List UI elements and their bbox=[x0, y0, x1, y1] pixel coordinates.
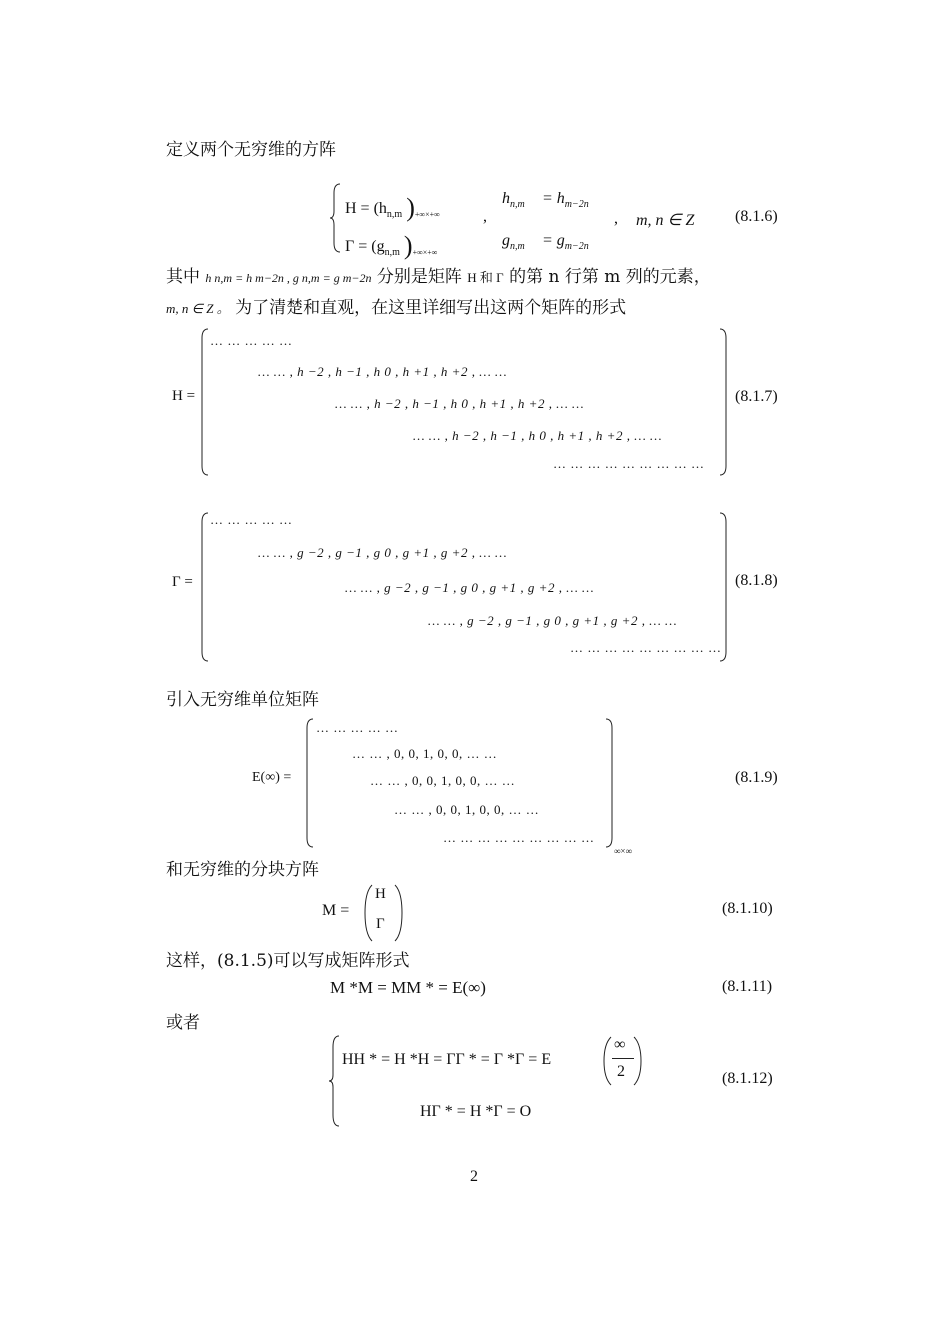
left-brace bbox=[330, 183, 342, 253]
para1-line2: m, n ∈ Z 。 为了清楚和直观，在这里详细写出这两个矩阵的形式 bbox=[166, 298, 627, 318]
matrix-Gamma-left-bracket bbox=[200, 512, 210, 662]
page-number: 2 bbox=[470, 1168, 478, 1185]
intro-text: 定义两个无穷维的方阵 bbox=[166, 140, 336, 160]
intro2-text: 引入无穷维单位矩阵 bbox=[166, 690, 319, 710]
equation-number-8-1-9: (8.1.9) bbox=[735, 769, 778, 786]
eq812-line1: HH * = H *H = ΓΓ * = Γ *Γ = E bbox=[342, 1051, 552, 1068]
matrix-M-label: M = bbox=[322, 902, 350, 919]
eq812-line2: HΓ * = H *Γ = O bbox=[420, 1103, 532, 1120]
matrix-Gamma-row-3: … … , g −2 , g −1 , g 0 , g +1 , g +2 , … … bbox=[428, 613, 678, 628]
matrix-M-top: H bbox=[375, 886, 386, 902]
eq812-left-brace bbox=[329, 1035, 341, 1127]
eq812-frac-right-paren bbox=[632, 1036, 642, 1086]
para1-line1: 其中 h n,m = h m−2n , g n,m = g m−2n 分别是矩阵 H 和 Γ 的第 n 行第 m 列的元素， bbox=[166, 267, 711, 287]
matrix-E-size: ∞×∞ bbox=[614, 846, 632, 856]
eq812-frac-den: 2 bbox=[617, 1063, 625, 1080]
matrix-E-row-1: … … , 0, 0, 1, 0, 0, … … bbox=[352, 746, 498, 761]
eq816-line2-mid: $g_{n,m}$ bbox=[502, 232, 525, 252]
eq816-line1-mid: $h_{n,m}$ bbox=[502, 190, 525, 210]
matrix-H-right-bracket bbox=[718, 328, 728, 476]
matrix-H-row-4: … … … … … … … … … bbox=[553, 456, 705, 471]
matrix-E-left-bracket bbox=[305, 718, 315, 848]
matrix-H-row-2: … … , h −2 , h −1 , h 0 , h +1 , h +2 , … … bbox=[335, 396, 585, 411]
matrix-M-right-paren bbox=[393, 884, 403, 942]
matrix-Gamma-row-4: … … … … … … … … … bbox=[570, 640, 722, 655]
matrix-M-bottom: Γ bbox=[376, 916, 385, 932]
matrix-E-row-2: … … , 0, 0, 1, 0, 0, … … bbox=[370, 773, 516, 788]
eq816-condition: m, n ∈ Z bbox=[636, 212, 695, 229]
equation-number-8-1-10: (8.1.10) bbox=[722, 900, 773, 917]
matrix-E-row-4: … … … … … … … … … bbox=[443, 830, 595, 845]
equation-number-8-1-8: (8.1.8) bbox=[735, 572, 778, 589]
intro4-text: 这样，(8.1.5)可以写成矩阵形式 bbox=[166, 951, 410, 971]
matrix-Gamma-row-0: … … … … … bbox=[210, 512, 293, 527]
matrix-Gamma-label: Γ = bbox=[172, 574, 193, 590]
matrix-H-left-bracket bbox=[200, 328, 210, 476]
eq812-frac-left-paren bbox=[603, 1036, 613, 1086]
matrix-E-row-3: … … , 0, 0, 1, 0, 0, … … bbox=[394, 802, 540, 817]
equation-8-1-11: M *M = MM * = E(∞) bbox=[330, 978, 486, 997]
matrix-Gamma-row-1: … … , g −2 , g −1 , g 0 , g +1 , g +2 , … … bbox=[258, 545, 508, 560]
matrix-H-row-0: … … … … … bbox=[210, 333, 293, 348]
eq812-frac-bar bbox=[612, 1058, 634, 1059]
matrix-H-label: H = bbox=[172, 388, 196, 404]
matrix-H-row-1: … … , h −2 , h −1 , h 0 , h +1 , h +2 , … … bbox=[258, 364, 508, 379]
equation-number-8-1-12: (8.1.12) bbox=[722, 1070, 773, 1087]
eq816-line2-right: = $g_{m-2n}$ bbox=[542, 232, 589, 252]
matrix-Gamma-row-2: … … , g −2 , g −1 , g 0 , g +1 , g +2 , … … bbox=[345, 580, 595, 595]
matrix-E-right-bracket bbox=[604, 718, 614, 848]
equation-number-8-1-7: (8.1.7) bbox=[735, 388, 778, 405]
eq816-comma2: , bbox=[614, 210, 618, 227]
intro5-text: 或者 bbox=[166, 1013, 200, 1033]
intro3-text: 和无穷维的分块方阵 bbox=[166, 860, 319, 880]
eq816-line1-right: = $h_{m-2n}$ bbox=[542, 190, 589, 210]
eq816-comma1: , bbox=[483, 208, 487, 225]
matrix-M-left-paren bbox=[364, 884, 374, 942]
eq812-frac-num: ∞ bbox=[614, 1036, 626, 1053]
eq816-line1-left: $H = (h_{n,m}$ )$_{+\infty\times+\infty}$ bbox=[345, 193, 440, 222]
matrix-E-label: E(∞) = bbox=[252, 770, 292, 785]
equation-number-8-1-11: (8.1.11) bbox=[722, 978, 773, 995]
eq816-line2-left: $\Gamma = (g_{n,m}$ )$_{+\infty\times+\infty}$ bbox=[345, 231, 438, 260]
matrix-H-row-3: … … , h −2 , h −1 , h 0 , h +1 , h +2 , … … bbox=[413, 428, 663, 443]
matrix-E-row-0: … … … … … bbox=[316, 720, 399, 735]
equation-number-8-1-6: (8.1.6) bbox=[735, 208, 778, 225]
